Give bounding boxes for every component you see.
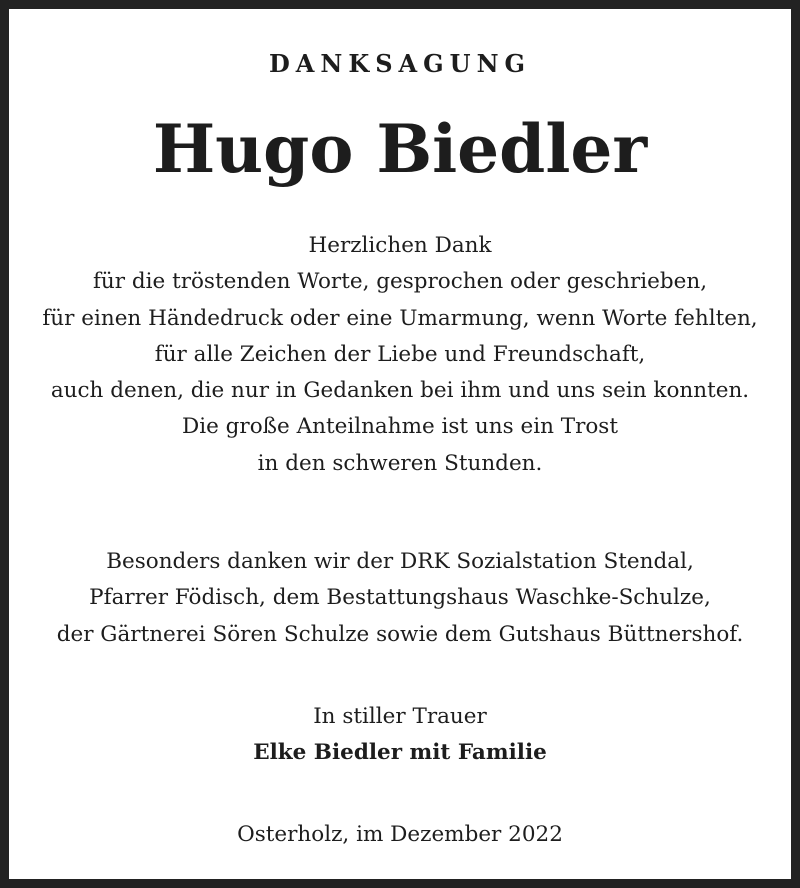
thanks-line: auch denen, die nur in Gedanken bei ihm und uns sein konnten. (50, 378, 750, 404)
thanks-line: für die tröstenden Worte, gesprochen oder geschrieben, (92, 269, 708, 295)
thanks-line: in den schweren Stunden. (257, 450, 543, 476)
notice-heading: DANKSAGUNG (268, 49, 532, 78)
thanks-line: für alle Zeichen der Liebe und Freundschaft, (154, 341, 646, 367)
mourning-block (9, 699, 791, 772)
special-thanks-line: Pfarrer Födisch, dem Bestattungshaus Waschke-Schulze, (89, 585, 711, 611)
thanks-line: Herzlichen Dank (308, 233, 492, 258)
deceased-name: Hugo Biedler (152, 110, 648, 188)
place-date: Osterholz, im Dezember 2022 (237, 822, 563, 847)
thanks-text (9, 228, 791, 482)
thanks-line: für einen Händedruck oder eine Umarmung, wenn Worte fehlten, (42, 305, 758, 331)
thanks-line: Die große Anteilnahme ist uns ein Trost (182, 414, 618, 440)
signers: Elke Biedler mit Familie (253, 740, 547, 766)
special-thanks-text (9, 544, 791, 653)
special-thanks-line: der Gärtnerei Sören Schulze sowie dem Gutshaus Büttnershof. (56, 621, 744, 647)
mourning-phrase: In stiller Trauer (313, 704, 487, 729)
special-thanks-line: Besonders danken wir der DRK Sozialstation Stendal, (106, 549, 694, 574)
